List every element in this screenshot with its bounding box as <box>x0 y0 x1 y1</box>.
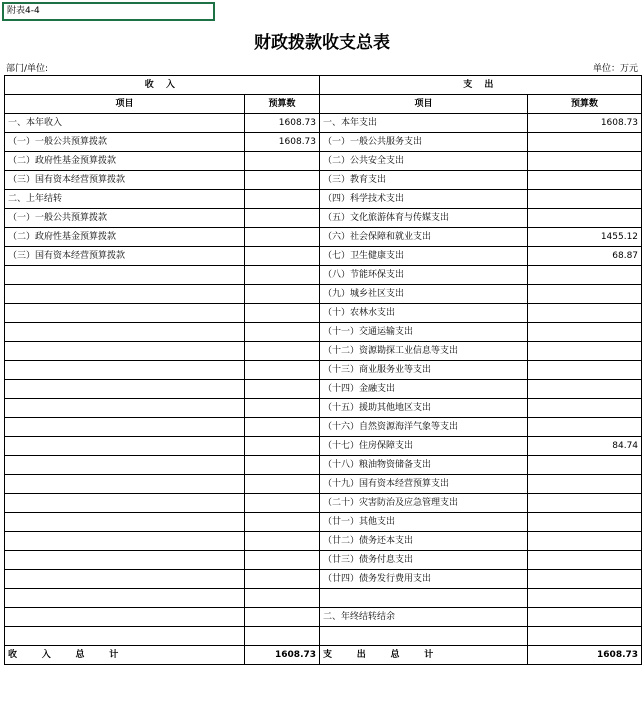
income-item-cell[interactable] <box>5 608 245 627</box>
table-row <box>5 323 642 342</box>
table-row <box>5 114 642 133</box>
income-item-cell[interactable] <box>5 342 245 361</box>
income-item-cell[interactable]: （三）国有资本经营预算拨款 <box>5 171 245 190</box>
income-value-cell[interactable] <box>245 190 320 209</box>
income-value-cell[interactable] <box>245 475 320 494</box>
expense-value-cell[interactable] <box>528 475 642 494</box>
income-value-cell[interactable] <box>245 456 320 475</box>
expense-item-cell[interactable] <box>320 589 528 608</box>
table-row <box>5 551 642 570</box>
expense-value-cell[interactable] <box>528 456 642 475</box>
income-item-cell[interactable] <box>5 589 245 608</box>
income-value-cell[interactable] <box>245 266 320 285</box>
income-value-cell[interactable] <box>245 627 320 646</box>
expense-value-cell[interactable]: 1455.12 <box>528 228 642 247</box>
table-row <box>5 266 642 285</box>
income-item-cell[interactable]: （二）政府性基金预算拨款 <box>5 152 245 171</box>
expense-value-cell[interactable] <box>528 361 642 380</box>
income-value-cell[interactable] <box>245 171 320 190</box>
income-item-cell[interactable] <box>5 570 245 589</box>
expense-total-value[interactable]: 1608.73 <box>528 646 642 665</box>
expense-item-cell[interactable]: 二、年终结转结余 <box>320 608 528 627</box>
income-item-header: 项目 <box>5 95 245 114</box>
table-row <box>5 532 642 551</box>
expense-value-cell[interactable] <box>528 304 642 323</box>
expense-value-cell[interactable] <box>528 418 642 437</box>
income-budget-header: 预算数 <box>245 95 320 114</box>
income-item-cell[interactable]: （三）国有资本经营预算拨款 <box>5 247 245 266</box>
expense-item-cell[interactable]: （十三）商业服务业等支出 <box>320 361 528 380</box>
expense-value-cell[interactable] <box>528 285 642 304</box>
income-value-cell[interactable] <box>245 228 320 247</box>
income-item-cell[interactable] <box>5 361 245 380</box>
expense-value-cell[interactable] <box>528 380 642 399</box>
expense-item-cell[interactable]: （四）科学技术支出 <box>320 190 528 209</box>
income-item-cell[interactable] <box>5 380 245 399</box>
expense-item-cell[interactable]: （廿二）债务还本支出 <box>320 532 528 551</box>
table-row <box>5 627 642 646</box>
income-value-cell[interactable] <box>245 399 320 418</box>
table-row <box>5 437 642 456</box>
income-item-cell[interactable] <box>5 399 245 418</box>
income-item-cell[interactable] <box>5 494 245 513</box>
income-item-cell[interactable]: （一）一般公共预算拨款 <box>5 133 245 152</box>
expense-item-cell[interactable]: （七）卫生健康支出 <box>320 247 528 266</box>
header-row-sections <box>5 76 642 95</box>
expense-value-cell[interactable]: 84.74 <box>528 437 642 456</box>
expense-budget-header: 预算数 <box>528 95 642 114</box>
income-item-cell[interactable] <box>5 285 245 304</box>
table-row <box>5 304 642 323</box>
table-row <box>5 228 642 247</box>
expense-item-cell[interactable]: （十一）交通运输支出 <box>320 323 528 342</box>
table-row <box>5 171 642 190</box>
income-item-cell[interactable]: （一）一般公共预算拨款 <box>5 209 245 228</box>
income-total-label[interactable]: 收 入 总 计 <box>5 646 245 665</box>
income-total-value[interactable]: 1608.73 <box>245 646 320 665</box>
table-row <box>5 285 642 304</box>
expense-value-cell[interactable] <box>528 608 642 627</box>
expense-item-cell[interactable]: （十五）援助其他地区支出 <box>320 399 528 418</box>
table-row <box>5 513 642 532</box>
expense-item-cell[interactable]: （廿四）债务发行费用支出 <box>320 570 528 589</box>
expense-value-cell[interactable] <box>528 152 642 171</box>
income-item-cell[interactable] <box>5 532 245 551</box>
income-item-cell[interactable] <box>5 475 245 494</box>
department-label: 部门/单位: <box>6 64 49 74</box>
expense-value-cell[interactable] <box>528 494 642 513</box>
income-value-cell[interactable] <box>245 247 320 266</box>
income-value-cell[interactable] <box>245 380 320 399</box>
income-header: 收 入 <box>5 76 320 95</box>
income-value-cell[interactable] <box>245 304 320 323</box>
total-row <box>5 646 642 665</box>
expense-item-cell[interactable]: （十四）金融支出 <box>320 380 528 399</box>
expense-value-cell[interactable] <box>528 627 642 646</box>
income-item-cell[interactable]: 一、本年收入 <box>5 114 245 133</box>
income-value-cell[interactable] <box>245 608 320 627</box>
income-value-cell[interactable] <box>245 551 320 570</box>
table-row <box>5 475 642 494</box>
table-row <box>5 399 642 418</box>
income-value-cell[interactable] <box>245 361 320 380</box>
income-item-cell[interactable] <box>5 437 245 456</box>
income-value-cell[interactable] <box>245 532 320 551</box>
expense-item-cell[interactable]: （十七）住房保障支出 <box>320 437 528 456</box>
expense-item-cell[interactable]: （九）城乡社区支出 <box>320 285 528 304</box>
expense-item-cell[interactable]: 一、本年支出 <box>320 114 528 133</box>
expense-value-cell[interactable] <box>528 551 642 570</box>
income-value-cell[interactable] <box>245 323 320 342</box>
expense-item-cell[interactable]: （三）教育支出 <box>320 171 528 190</box>
expense-item-cell[interactable]: （二十）灾害防治及应急管理支出 <box>320 494 528 513</box>
expense-value-cell[interactable] <box>528 399 642 418</box>
expense-value-cell[interactable] <box>528 570 642 589</box>
expense-item-cell[interactable]: （八）节能环保支出 <box>320 266 528 285</box>
income-value-cell[interactable] <box>245 437 320 456</box>
income-item-cell[interactable] <box>5 627 245 646</box>
header-row-columns <box>5 95 642 114</box>
expense-value-cell[interactable] <box>528 190 642 209</box>
income-value-cell[interactable] <box>245 589 320 608</box>
table-row <box>5 247 642 266</box>
table-row <box>5 209 642 228</box>
table-row <box>5 152 642 171</box>
budget-table <box>4 75 642 665</box>
income-value-cell[interactable] <box>245 494 320 513</box>
expense-value-cell[interactable] <box>528 323 642 342</box>
table-row <box>5 380 642 399</box>
expense-item-cell[interactable]: （十八）粮油物资储备支出 <box>320 456 528 475</box>
income-item-cell[interactable] <box>5 551 245 570</box>
expense-value-cell[interactable] <box>528 342 642 361</box>
income-value-cell[interactable] <box>245 570 320 589</box>
expense-header: 支 出 <box>320 76 642 95</box>
table-row <box>5 418 642 437</box>
expense-item-header: 项目 <box>320 95 528 114</box>
expense-item-cell[interactable]: （一）一般公共服务支出 <box>320 133 528 152</box>
expense-item-cell[interactable]: （十）农林水支出 <box>320 304 528 323</box>
income-item-cell[interactable]: 二、上年结转 <box>5 190 245 209</box>
cell-reference-box[interactable]: 附表4-4 <box>2 2 215 21</box>
expense-item-cell[interactable]: （五）文化旅游体育与传媒支出 <box>320 209 528 228</box>
table-row <box>5 589 642 608</box>
expense-value-cell[interactable]: 68.87 <box>528 247 642 266</box>
income-value-cell[interactable] <box>245 513 320 532</box>
income-value-cell[interactable]: 1608.73 <box>245 133 320 152</box>
income-value-cell[interactable] <box>245 209 320 228</box>
expense-item-cell[interactable]: （十二）资源勘探工业信息等支出 <box>320 342 528 361</box>
income-value-cell[interactable] <box>245 285 320 304</box>
expense-value-cell[interactable] <box>528 266 642 285</box>
table-row <box>5 494 642 513</box>
income-value-cell[interactable] <box>245 342 320 361</box>
income-item-cell[interactable] <box>5 456 245 475</box>
expense-value-cell[interactable] <box>528 171 642 190</box>
expense-value-cell[interactable] <box>528 532 642 551</box>
expense-item-cell[interactable]: （十九）国有资本经营预算支出 <box>320 475 528 494</box>
expense-item-cell[interactable]: （六）社会保障和就业支出 <box>320 228 528 247</box>
expense-item-cell[interactable] <box>320 627 528 646</box>
table-row <box>5 361 642 380</box>
table-row <box>5 608 642 627</box>
expense-item-cell[interactable]: （十六）自然资源海洋气象等支出 <box>320 418 528 437</box>
table-row <box>5 190 642 209</box>
expense-value-cell[interactable]: 1608.73 <box>528 114 642 133</box>
unit-label: 单位：万元 <box>592 64 638 74</box>
expense-item-cell[interactable]: （廿三）债务付息支出 <box>320 551 528 570</box>
income-item-cell[interactable] <box>5 304 245 323</box>
table-row <box>5 342 642 361</box>
income-value-cell[interactable] <box>245 152 320 171</box>
expense-value-cell[interactable] <box>528 513 642 532</box>
expense-value-cell[interactable] <box>528 589 642 608</box>
income-item-cell[interactable] <box>5 418 245 437</box>
table-row <box>5 133 642 152</box>
table-row <box>5 570 642 589</box>
income-value-cell[interactable]: 1608.73 <box>245 114 320 133</box>
expense-value-cell[interactable] <box>528 209 642 228</box>
expense-value-cell[interactable] <box>528 133 642 152</box>
income-item-cell[interactable] <box>5 266 245 285</box>
income-item-cell[interactable] <box>5 513 245 532</box>
income-value-cell[interactable] <box>245 418 320 437</box>
table-row <box>5 456 642 475</box>
income-item-cell[interactable] <box>5 323 245 342</box>
income-item-cell[interactable]: （二）政府性基金预算拨款 <box>5 228 245 247</box>
expense-item-cell[interactable]: （二）公共安全支出 <box>320 152 528 171</box>
page-title: 财政拨款收支总表 <box>254 33 390 53</box>
expense-item-cell[interactable]: （廿一）其他支出 <box>320 513 528 532</box>
expense-total-label[interactable]: 支 出 总 计 <box>320 646 528 665</box>
